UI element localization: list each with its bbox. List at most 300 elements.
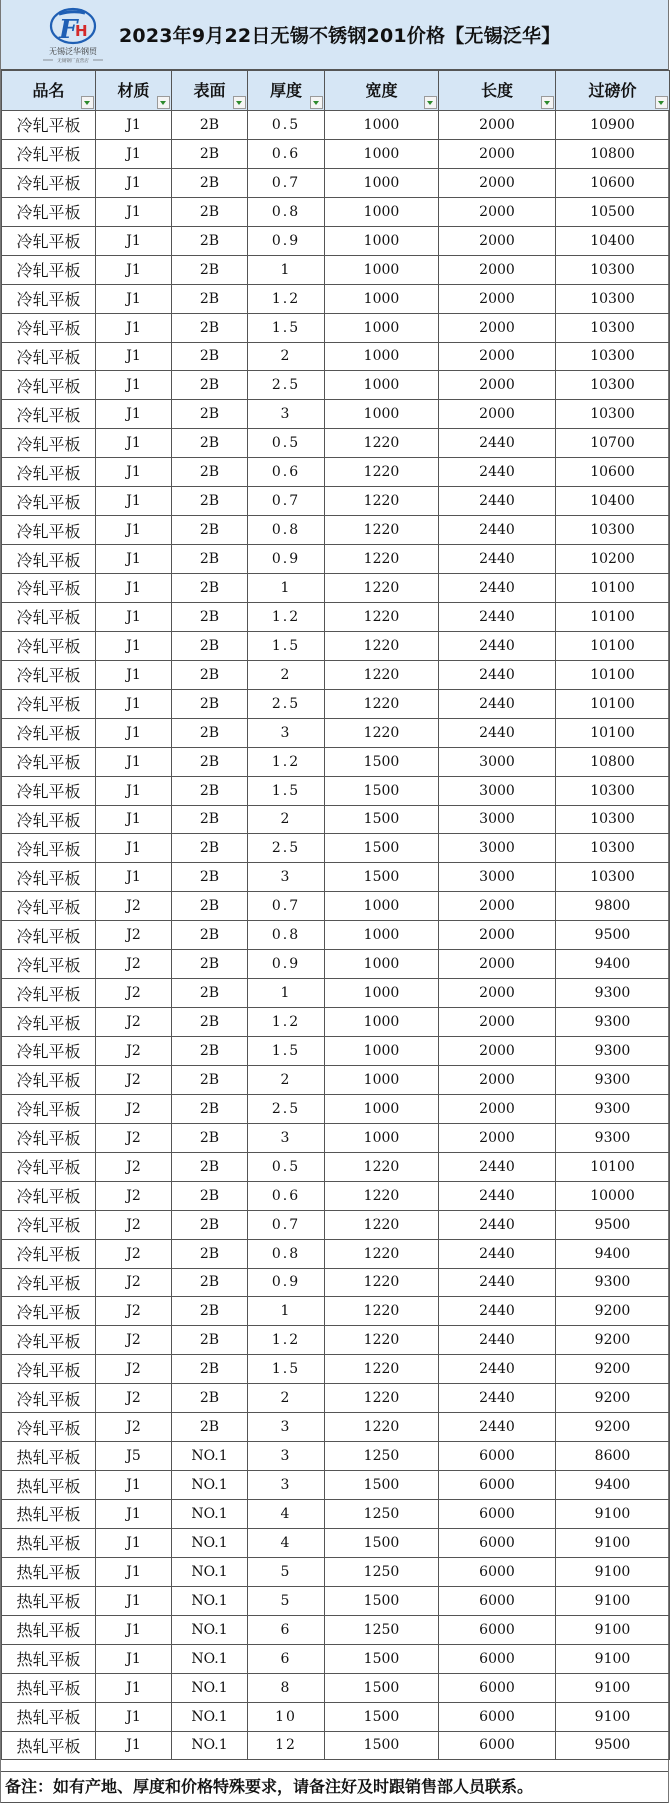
column-header-thickness: 厚度 [248,71,325,111]
cell-length: 2000 [439,400,556,429]
cell-material: J2 [96,1384,172,1413]
cell-thickness: 0.9 [248,226,325,255]
cell-length: 2000 [439,139,556,168]
cell-width: 1220 [325,1413,439,1442]
filter-dropdown-icon[interactable] [655,96,668,109]
cell-material: J1 [96,660,172,689]
cell-length: 2440 [439,718,556,747]
cell-length: 6000 [439,1471,556,1500]
cell-price: 9300 [556,1065,670,1094]
cell-name: 热轧平板 [2,1673,96,1702]
cell-surface: 2B [172,892,248,921]
cell-name: 热轧平板 [2,1644,96,1673]
cell-material: J2 [96,1413,172,1442]
cell-price: 9400 [556,1239,670,1268]
cell-thickness: 3 [248,400,325,429]
cell-length: 2000 [439,1123,556,1152]
cell-name: 冷轧平板 [2,400,96,429]
cell-thickness: 0.6 [248,139,325,168]
cell-price: 10900 [556,111,670,140]
cell-thickness: 2.5 [248,689,325,718]
cell-surface: 2B [172,631,248,660]
table-row [2,950,670,979]
cell-price: 10100 [556,718,670,747]
cell-width: 1000 [325,1123,439,1152]
cell-thickness: 2 [248,1065,325,1094]
cell-price: 9200 [556,1355,670,1384]
cell-length: 2440 [439,1297,556,1326]
cell-price: 9200 [556,1384,670,1413]
cell-material: J1 [96,1673,172,1702]
cell-name: 冷轧平板 [2,197,96,226]
cell-name: 冷轧平板 [2,226,96,255]
cell-length: 2440 [439,574,556,603]
table-row [2,1268,670,1297]
cell-thickness: 1.2 [248,1326,325,1355]
cell-price: 10300 [556,776,670,805]
cell-length: 6000 [439,1673,556,1702]
cell-thickness: 0.7 [248,1210,325,1239]
table-row [2,1094,670,1123]
cell-length: 6000 [439,1615,556,1644]
table-row [2,602,670,631]
cell-material: J1 [96,574,172,603]
cell-name: 冷轧平板 [2,747,96,776]
filter-dropdown-icon[interactable] [81,96,94,109]
column-header-material: 材质 [96,71,172,111]
cell-length: 2000 [439,342,556,371]
cell-price: 10600 [556,168,670,197]
cell-width: 1500 [325,1731,439,1760]
table-row [2,255,670,284]
cell-thickness: 0.7 [248,892,325,921]
cell-width: 1220 [325,631,439,660]
cell-width: 1000 [325,1008,439,1037]
cell-surface: NO.1 [172,1471,248,1500]
cell-price: 9100 [556,1586,670,1615]
cell-material: J1 [96,1615,172,1644]
cell-width: 1220 [325,487,439,516]
cell-length: 2440 [439,631,556,660]
cell-thickness: 0.9 [248,1268,325,1297]
cell-price: 10300 [556,371,670,400]
cell-surface: 2B [172,1181,248,1210]
cell-price: 10100 [556,631,670,660]
cell-price: 9500 [556,1210,670,1239]
cell-thickness: 1.5 [248,776,325,805]
table-row [2,574,670,603]
cell-price: 8600 [556,1442,670,1471]
cell-surface: 2B [172,284,248,313]
cell-width: 1500 [325,805,439,834]
cell-length: 3000 [439,776,556,805]
cell-price: 10300 [556,400,670,429]
cell-price: 9100 [556,1615,670,1644]
cell-surface: 2B [172,1413,248,1442]
cell-length: 2000 [439,111,556,140]
cell-surface: 2B [172,660,248,689]
cell-thickness: 1.5 [248,631,325,660]
cell-width: 1220 [325,545,439,574]
cell-width: 1220 [325,1210,439,1239]
cell-material: J1 [96,197,172,226]
cell-width: 1220 [325,1152,439,1181]
cell-surface: 2B [172,950,248,979]
table-row [2,1586,670,1615]
cell-length: 2440 [439,1384,556,1413]
cell-thickness: 2 [248,660,325,689]
cell-length: 2000 [439,197,556,226]
cell-name: 热轧平板 [2,1557,96,1586]
cell-length: 2000 [439,1094,556,1123]
cell-thickness: 1.5 [248,1355,325,1384]
cell-name: 冷轧平板 [2,1123,96,1152]
cell-thickness: 4 [248,1528,325,1557]
cell-thickness: 0.8 [248,921,325,950]
cell-material: J1 [96,863,172,892]
cell-length: 6000 [439,1528,556,1557]
cell-thickness: 0.5 [248,429,325,458]
table-row [2,1673,670,1702]
cell-length: 2440 [439,1181,556,1210]
cell-material: J2 [96,1152,172,1181]
cell-name: 冷轧平板 [2,255,96,284]
cell-material: J1 [96,516,172,545]
cell-width: 1220 [325,458,439,487]
cell-surface: NO.1 [172,1528,248,1557]
column-header-length: 长度 [439,71,556,111]
cell-material: J1 [96,1528,172,1557]
cell-length: 3000 [439,805,556,834]
cell-material: J1 [96,342,172,371]
table-row [2,834,670,863]
cell-length: 2440 [439,545,556,574]
cell-length: 2000 [439,313,556,342]
cell-surface: NO.1 [172,1586,248,1615]
cell-width: 1220 [325,602,439,631]
cell-surface: 2B [172,1123,248,1152]
filter-dropdown-icon[interactable] [233,96,246,109]
cell-name: 冷轧平板 [2,950,96,979]
cell-width: 1000 [325,342,439,371]
table-row [2,1471,670,1500]
cell-price: 9300 [556,1094,670,1123]
cell-width: 1000 [325,226,439,255]
cell-width: 1500 [325,1471,439,1500]
cell-price: 10300 [556,342,670,371]
cell-surface: 2B [172,1384,248,1413]
cell-length: 6000 [439,1586,556,1615]
cell-width: 1000 [325,284,439,313]
cell-surface: 2B [172,602,248,631]
cell-thickness: 0.8 [248,516,325,545]
cell-length: 2440 [439,429,556,458]
cell-width: 1000 [325,400,439,429]
cell-material: J1 [96,602,172,631]
filter-dropdown-icon[interactable] [424,96,437,109]
cell-surface: 2B [172,718,248,747]
cell-thickness: 2 [248,1384,325,1413]
cell-price: 10300 [556,863,670,892]
cell-width: 1000 [325,255,439,284]
cell-material: J1 [96,747,172,776]
cell-width: 1220 [325,1181,439,1210]
cell-material: J1 [96,834,172,863]
cell-name: 冷轧平板 [2,1065,96,1094]
table-row [2,458,670,487]
footer-note: 备注：如有产地、厚度和价格特殊要求，请备注好及时跟销售部人员联系。 [1,1771,668,1803]
cell-thickness: 0.5 [248,1152,325,1181]
cell-length: 2440 [439,602,556,631]
cell-width: 1220 [325,660,439,689]
cell-name: 冷轧平板 [2,284,96,313]
cell-surface: 2B [172,747,248,776]
filter-dropdown-icon[interactable] [541,96,554,109]
cell-length: 2440 [439,487,556,516]
cell-surface: 2B [172,1297,248,1326]
cell-width: 1000 [325,197,439,226]
cell-price: 9100 [556,1500,670,1529]
cell-material: J1 [96,545,172,574]
cell-price: 9400 [556,950,670,979]
cell-width: 1220 [325,1355,439,1384]
cell-length: 2440 [439,1326,556,1355]
cell-thickness: 2.5 [248,371,325,400]
table-row [2,371,670,400]
cell-surface: 2B [172,776,248,805]
cell-price: 10000 [556,1181,670,1210]
cell-price: 10300 [556,834,670,863]
cell-name: 热轧平板 [2,1731,96,1760]
cell-material: J1 [96,400,172,429]
cell-material: J1 [96,111,172,140]
filter-dropdown-icon[interactable] [157,96,170,109]
cell-length: 3000 [439,834,556,863]
cell-width: 1000 [325,892,439,921]
cell-thickness: 3 [248,863,325,892]
cell-name: 冷轧平板 [2,168,96,197]
column-header-name: 品名 [2,71,96,111]
cell-thickness: 0.8 [248,197,325,226]
cell-price: 9200 [556,1297,670,1326]
cell-width: 1250 [325,1557,439,1586]
cell-material: J1 [96,1471,172,1500]
cell-width: 1000 [325,371,439,400]
cell-price: 10300 [556,805,670,834]
cell-material: J2 [96,1123,172,1152]
cell-price: 9100 [556,1702,670,1731]
cell-width: 1220 [325,718,439,747]
cell-length: 2440 [439,1239,556,1268]
cell-surface: NO.1 [172,1442,248,1471]
cell-length: 2440 [439,1152,556,1181]
cell-surface: 2B [172,1355,248,1384]
cell-thickness: 3 [248,1123,325,1152]
cell-surface: NO.1 [172,1557,248,1586]
cell-material: J1 [96,1557,172,1586]
table-row [2,1239,670,1268]
cell-price: 9400 [556,1471,670,1500]
table-row [2,111,670,140]
cell-thickness: 0.6 [248,458,325,487]
table-row [2,1152,670,1181]
table-row [2,921,670,950]
table-row [2,1731,670,1760]
cell-material: J1 [96,1644,172,1673]
cell-width: 1220 [325,1384,439,1413]
cell-price: 10100 [556,660,670,689]
cell-surface: 2B [172,979,248,1008]
cell-price: 9200 [556,1326,670,1355]
cell-thickness: 1.2 [248,747,325,776]
table-row [2,1037,670,1066]
cell-length: 2440 [439,1355,556,1384]
cell-name: 热轧平板 [2,1586,96,1615]
cell-thickness: 1.2 [248,1008,325,1037]
cell-width: 1000 [325,1037,439,1066]
cell-material: J1 [96,458,172,487]
cell-surface: 2B [172,400,248,429]
cell-material: J1 [96,631,172,660]
cell-name: 冷轧平板 [2,921,96,950]
cell-length: 2440 [439,1268,556,1297]
table-row [2,226,670,255]
cell-name: 冷轧平板 [2,631,96,660]
cell-length: 2000 [439,284,556,313]
table-row [2,892,670,921]
cell-width: 1000 [325,168,439,197]
cell-price: 10100 [556,602,670,631]
table-row [2,660,670,689]
cell-material: J2 [96,892,172,921]
table-row [2,429,670,458]
cell-width: 1000 [325,139,439,168]
cell-width: 1500 [325,747,439,776]
table-row [2,168,670,197]
cell-name: 冷轧平板 [2,1413,96,1442]
cell-price: 10400 [556,226,670,255]
cell-width: 1220 [325,1297,439,1326]
cell-length: 6000 [439,1644,556,1673]
cell-length: 2000 [439,255,556,284]
cell-surface: 2B [172,313,248,342]
cell-price: 10100 [556,689,670,718]
cell-thickness: 6 [248,1615,325,1644]
cell-width: 1000 [325,1065,439,1094]
cell-price: 10500 [556,197,670,226]
cell-material: J2 [96,1008,172,1037]
cell-price: 9100 [556,1528,670,1557]
filter-dropdown-icon[interactable] [310,96,323,109]
cell-name: 冷轧平板 [2,516,96,545]
cell-name: 冷轧平板 [2,1326,96,1355]
cell-material: J2 [96,1297,172,1326]
cell-name: 冷轧平板 [2,458,96,487]
table-row [2,1413,670,1442]
cell-material: J2 [96,1094,172,1123]
cell-price: 9500 [556,921,670,950]
cell-surface: 2B [172,863,248,892]
cell-thickness: 5 [248,1586,325,1615]
cell-surface: 2B [172,458,248,487]
cell-length: 2000 [439,226,556,255]
price-table [1,70,670,1760]
cell-surface: 2B [172,805,248,834]
cell-material: J1 [96,168,172,197]
table-row [2,1123,670,1152]
cell-thickness: 1.2 [248,284,325,313]
cell-surface: 2B [172,371,248,400]
table-row [2,1326,670,1355]
table-row [2,487,670,516]
cell-width: 1500 [325,776,439,805]
table-row [2,1008,670,1037]
cell-name: 冷轧平板 [2,111,96,140]
cell-name: 冷轧平板 [2,1268,96,1297]
table-row [2,805,670,834]
cell-material: J5 [96,1442,172,1471]
page-title: 2023年9月22日无锡不锈钢201价格【无锡泛华】 [119,25,561,47]
cell-material: J1 [96,487,172,516]
cell-material: J2 [96,1210,172,1239]
company-logo-icon [37,4,109,66]
cell-name: 冷轧平板 [2,1297,96,1326]
cell-thickness: 0.7 [248,168,325,197]
cell-surface: 2B [172,255,248,284]
cell-name: 冷轧平板 [2,1152,96,1181]
cell-length: 2000 [439,1008,556,1037]
column-header-width: 宽度 [325,71,439,111]
cell-thickness: 8 [248,1673,325,1702]
table-row [2,545,670,574]
cell-surface: 2B [172,834,248,863]
table-row [2,139,670,168]
cell-width: 1220 [325,574,439,603]
title-bar [1,0,668,70]
cell-surface: 2B [172,1268,248,1297]
cell-thickness: 1 [248,979,325,1008]
cell-price: 9300 [556,1037,670,1066]
cell-length: 6000 [439,1702,556,1731]
logo-company-name: 无锡泛华钢贸 [49,47,97,56]
cell-width: 1250 [325,1500,439,1529]
cell-name: 冷轧平板 [2,342,96,371]
table-row [2,284,670,313]
cell-name: 冷轧平板 [2,892,96,921]
cell-name: 冷轧平板 [2,1210,96,1239]
table-row [2,1297,670,1326]
cell-length: 2000 [439,892,556,921]
cell-surface: 2B [172,342,248,371]
cell-name: 冷轧平板 [2,776,96,805]
cell-material: J1 [96,1500,172,1529]
cell-material: J2 [96,1239,172,1268]
cell-surface: 2B [172,197,248,226]
cell-name: 热轧平板 [2,1528,96,1557]
cell-width: 1220 [325,1326,439,1355]
cell-material: J1 [96,226,172,255]
cell-price: 10100 [556,574,670,603]
table-row [2,516,670,545]
cell-price: 9300 [556,1268,670,1297]
cell-price: 10400 [556,487,670,516]
cell-width: 1000 [325,979,439,1008]
cell-material: J1 [96,805,172,834]
cell-name: 冷轧平板 [2,863,96,892]
cell-surface: 2B [172,574,248,603]
table-row [2,1442,670,1471]
cell-surface: 2B [172,139,248,168]
